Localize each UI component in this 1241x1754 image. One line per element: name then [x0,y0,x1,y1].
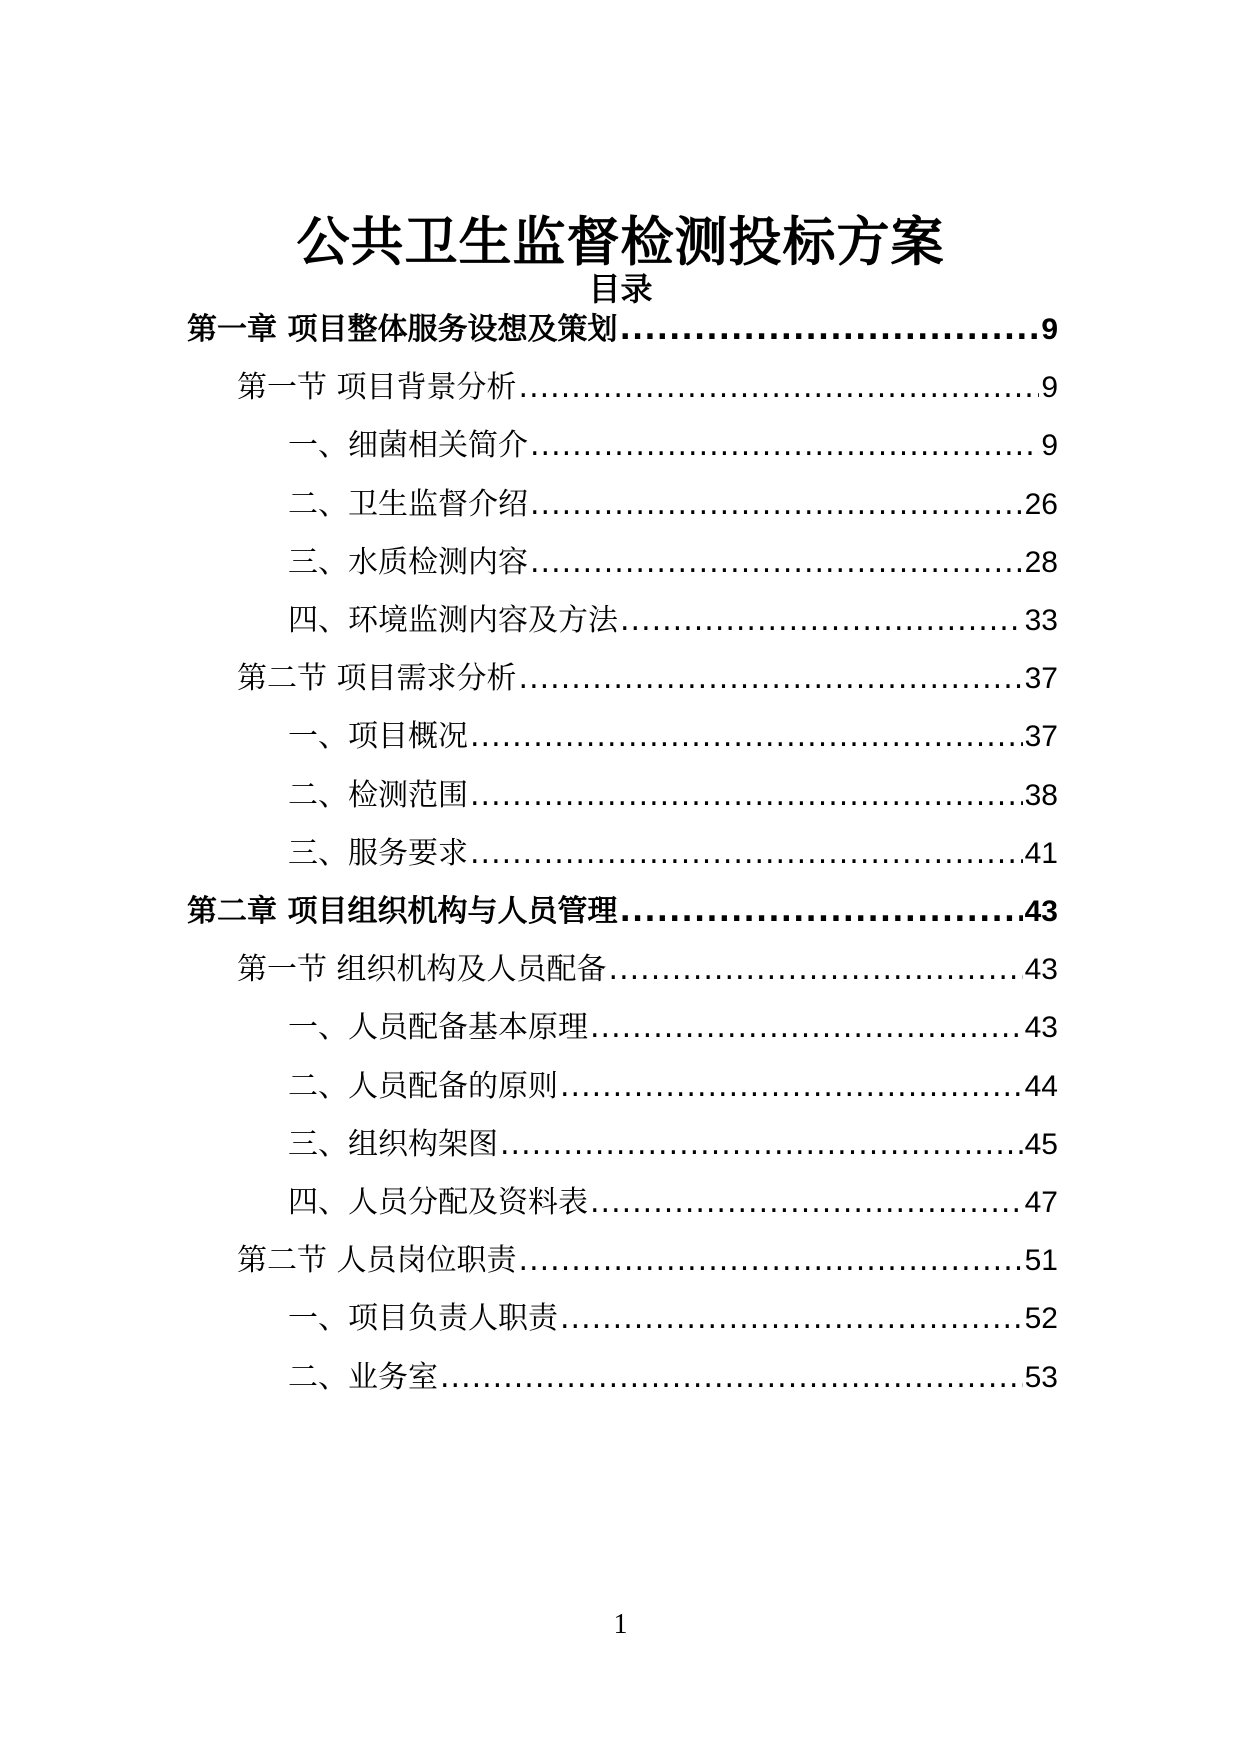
toc-entry-label: 三、组织构架图 [288,1126,498,1162]
toc-entry-page: 9 [1041,371,1058,405]
toc-entry-label: 四、人员分配及资料表 [288,1185,588,1220]
toc-entry-page: 45 [1024,1127,1058,1161]
toc-entry-level2[interactable] [237,946,1058,994]
toc-entry-label: 第二章 项目组织机构与人员管理 [187,894,618,929]
toc-dot-leader [530,422,1039,470]
toc-dot-leader [530,481,1023,529]
toc-dot-leader [530,539,1023,587]
toc-entry-page: 37 [1024,720,1058,754]
toc-entry-label: 一、细菌相关简介 [288,428,528,464]
toc-dot-leader [500,1121,1023,1169]
toc-entry-level3[interactable] [288,1295,1058,1343]
page-number: 1 [613,1609,628,1640]
toc-entry-page: 51 [1024,1244,1058,1278]
toc-entry-level3[interactable] [288,539,1058,587]
toc-entry-page: 9 [1041,313,1058,346]
toc-entry-label: 四、环境监测内容及方法 [288,603,618,638]
toc-entry-page: 44 [1024,1069,1058,1103]
toc-entry-label: 第二节 项目需求分析 [237,661,517,697]
toc-dot-leader [519,655,1023,703]
toc-entry-level3[interactable] [288,772,1058,820]
toc-entry-label: 一、人员配备基本原理 [288,1010,588,1046]
toc-dot-leader [519,364,1040,412]
toc-entry-level3[interactable] [288,1354,1058,1402]
toc-dot-leader [609,946,1023,994]
toc-entry-page: 9 [1041,429,1058,463]
toc-entry-label: 二、人员配备的原则 [288,1068,558,1104]
toc-entry-level3[interactable] [288,422,1058,470]
toc-entry-page: 43 [1024,1011,1058,1045]
toc-entry-level1[interactable] [187,306,1058,354]
toc-entry-label: 三、服务要求 [288,835,468,871]
toc-entry-level3[interactable] [288,1063,1058,1111]
toc-dot-leader [590,1179,1023,1227]
toc-dot-leader [470,772,1023,820]
toc-entry-label: 第二节 人员岗位职责 [237,1243,517,1279]
toc-entry-level3[interactable] [288,481,1058,529]
toc-entry-level2[interactable] [237,364,1058,412]
toc-dot-leader [440,1354,1023,1402]
toc-entry-level2[interactable] [237,1237,1058,1285]
toc-entry-page: 53 [1024,1360,1058,1394]
toc-entry-label: 第一节 项目背景分析 [237,370,517,406]
toc-dot-leader [619,306,1039,354]
toc-dot-leader [619,888,1022,936]
toc-entry-level1[interactable] [187,888,1058,936]
toc-entry-page: 38 [1024,778,1058,812]
toc-dot-leader [590,1004,1023,1052]
toc-entry-level2[interactable] [237,655,1058,703]
toc-entry-level3[interactable] [288,1121,1058,1169]
toc-dot-leader [470,830,1023,878]
toc-entry-label: 一、项目负责人职责 [288,1301,558,1337]
toc-entry-label: 第一章 项目整体服务设想及策划 [187,312,618,347]
toc-entry-page: 43 [1024,895,1058,928]
toc-entry-page: 33 [1024,604,1058,637]
toc-entry-label: 二、卫生监督介绍 [288,486,528,522]
toc-entry-label: 第一节 组织机构及人员配备 [237,952,607,988]
toc-dot-leader [620,597,1023,645]
toc-entry-label: 三、水质检测内容 [288,544,528,580]
toc-entry-level3[interactable] [288,830,1058,878]
toc-entry-level3[interactable] [288,597,1058,645]
toc-entry-level3[interactable] [288,1004,1058,1052]
toc-entry-level3[interactable] [288,713,1058,761]
toc-entry-label: 二、检测范围 [288,777,468,813]
toc-dot-leader [470,713,1023,761]
toc-entry-page: 41 [1024,836,1058,870]
toc-entry-label: 二、业务室 [288,1359,438,1395]
toc-dot-leader [560,1295,1023,1343]
toc-dot-leader [560,1063,1023,1111]
toc-entry-page: 52 [1024,1302,1058,1336]
toc-heading: 目录 [588,270,653,308]
toc-entry-level3[interactable] [288,1179,1058,1227]
toc-entry-label: 一、项目概况 [288,719,468,755]
toc-entry-page: 26 [1024,487,1058,521]
toc-entry-page: 28 [1024,545,1058,579]
toc-dot-leader [519,1237,1023,1285]
document-title: 公共卫生监督检测投标方案 [296,211,945,273]
toc-entry-page: 43 [1024,953,1058,987]
toc-entry-page: 37 [1024,662,1058,696]
toc-entry-page: 47 [1024,1186,1058,1219]
